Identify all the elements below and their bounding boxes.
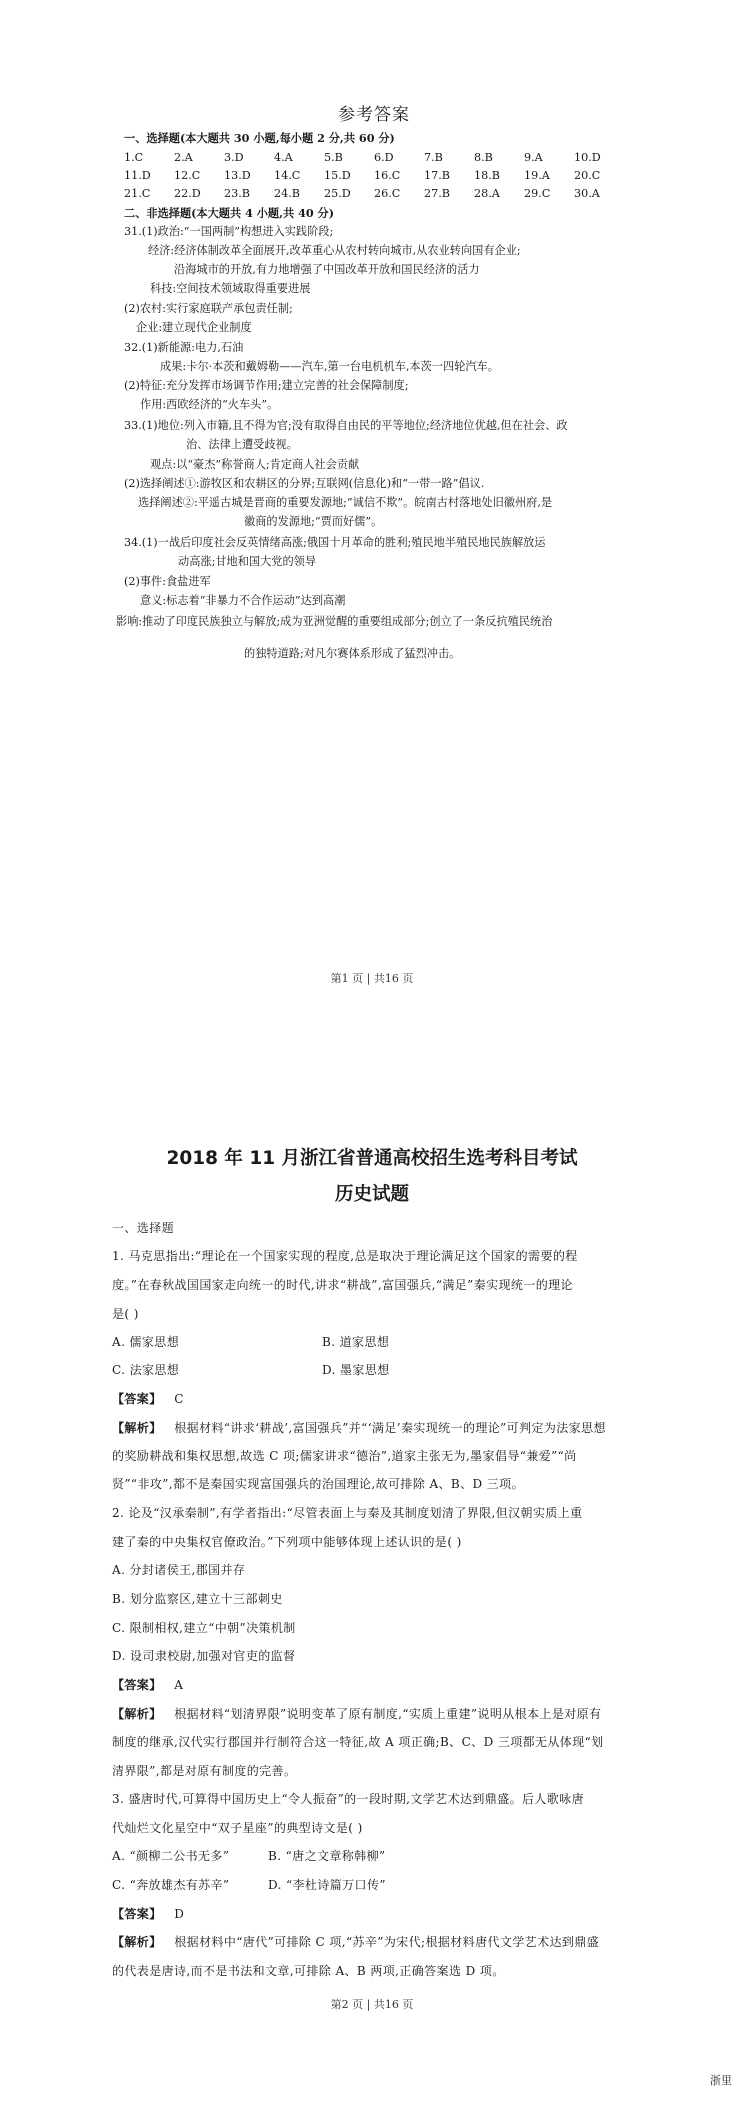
answer-row — [112, 1904, 184, 1924]
answer-cell: 4.A — [274, 151, 293, 164]
answer-line: (2)选择阐述①:游牧区和农耕区的分界;互联网(信息化)和“一带一路”倡议. — [124, 477, 485, 490]
answer-cell: 26.C — [374, 187, 401, 200]
answer-line: 动高涨;甘地和国大党的领导 — [178, 555, 317, 568]
answer-line: 34.(1)一战后印度社会反英情绪高涨;俄国十月革命的胜利;殖民地半殖民地民族解放运 — [124, 536, 546, 549]
answer-label: 【答案】 — [112, 1392, 162, 1406]
answer-cell: 9.A — [524, 151, 543, 164]
analysis-label: 【解析】 — [112, 1421, 162, 1435]
option-b: B. 划分监察区,建立十三部刺史 — [112, 1592, 283, 1606]
answer-row — [124, 149, 624, 167]
answer-cell: 20.C — [574, 169, 601, 182]
answer-cell: 14.C — [274, 169, 301, 182]
exam-page — [0, 1040, 744, 2104]
section2-heading: 二、非选择题(本大题共 4 小题,共 40 分) — [124, 206, 335, 220]
analysis-text: 根据材料“讲求‘耕战’,富国强兵”并“‘满足’秦实现统一的理论”可判定为法家思想 — [174, 1421, 606, 1435]
answer-cell: 8.B — [474, 151, 493, 164]
answer-cell: 1.C — [124, 151, 144, 164]
answer-cell: 30.A — [574, 187, 600, 200]
question-1-line: 是( ) — [112, 1307, 139, 1321]
question-1-line: 度。”在春秋战国国家走向统一的时代,讲求“耕战”,富国强兵,“满足”秦实现统一的理论 — [112, 1278, 573, 1292]
answer-row — [124, 167, 624, 185]
answer-cell: 27.B — [424, 187, 451, 200]
answer-cell: 23.B — [224, 187, 251, 200]
answer-label: 【答案】 — [112, 1678, 162, 1692]
answer-cell: 11.D — [124, 169, 151, 182]
answer-line: 作用:西欧经济的“火车头”。 — [140, 398, 279, 411]
answer-line: 32.(1)新能源:电力,石油 — [124, 341, 244, 354]
answer-cell: 18.B — [474, 169, 501, 182]
answer-line: 观点:以“豪杰”称誉商人;肯定商人社会贡献 — [150, 458, 360, 471]
answer-row — [112, 1389, 184, 1409]
answer-cell: 5.B — [324, 151, 343, 164]
option-c: C. 限制相权,建立“中朝”决策机制 — [112, 1621, 296, 1635]
answer-line: 治、法律上遭受歧视。 — [186, 438, 298, 451]
answer-value: D — [174, 1907, 185, 1921]
answer-cell: 22.D — [174, 187, 201, 200]
analysis-line: 的代表是唐诗,而不是书法和文章,可排除 A、B 两项,正确答案选 D 项。 — [112, 1964, 505, 1978]
answer-cell: 16.C — [374, 169, 401, 182]
analysis-line — [112, 1418, 606, 1438]
answer-key-title: 参考答案 — [338, 105, 410, 125]
answer-line: 沿海城市的开放,有力地增强了中国改革开放和国民经济的活力 — [174, 263, 480, 276]
analysis-line: 贤”“非攻”,都不是秦国实现富国强兵的治国理论,故可排除 A、B、D 三项。 — [112, 1477, 524, 1491]
answer-grid — [124, 149, 624, 203]
answer-cell: 29.C — [524, 187, 551, 200]
analysis-line: 制度的继承,汉代实行郡国并行制符合这一特征,故 A 项正确;B、C、D 三项都无从体现“划 — [112, 1735, 604, 1749]
answer-cell: 15.D — [324, 169, 351, 182]
answer-line: 意义:标志着“非暴力不合作运动”达到高潮 — [140, 594, 346, 607]
answer-cell: 21.C — [124, 187, 151, 200]
option-a: A. 儒家思想 — [112, 1335, 180, 1349]
answer-line: 选择阐述②:平遥古城是晋商的重要发源地;“诚信不欺”。皖南古村落地处旧徽州府,是 — [138, 496, 553, 509]
answer-label: 【答案】 — [112, 1907, 162, 1921]
answer-line: 经济:经济体制改革全面展开,改革重心从农村转向城市,从农业转向国有企业; — [148, 244, 521, 257]
answer-line: (2)特征:充分发挥市场调节作用;建立完善的社会保障制度; — [124, 379, 409, 392]
option-d: D. 墨家思想 — [322, 1363, 390, 1377]
answer-line: 企业:建立现代企业制度 — [136, 321, 252, 334]
question-2-line: 2. 论及“汉承秦制”,有学者指出:“尽管表面上与秦及其制度划清了界限,但汉朝实质上重 — [112, 1506, 583, 1520]
answer-cell: 7.B — [424, 151, 443, 164]
option-a: A. 分封诸侯王,郡国并存 — [112, 1563, 246, 1577]
analysis-line — [112, 1704, 601, 1724]
answer-value: A — [174, 1678, 184, 1692]
option-d: D. “李杜诗篇万口传” — [268, 1878, 386, 1892]
question-2-line: 建了秦的中央集权官僚政治。”下列项中能够体现上述认识的是( ) — [112, 1535, 462, 1549]
page-footer: 第1 页 | 共16 页 — [330, 972, 414, 985]
answer-row — [112, 1675, 183, 1695]
answer-line: 33.(1)地位:列入市籍,且不得为官;没有取得自由民的平等地位;经济地位优越,但在社会、政 — [124, 419, 568, 432]
question-3-line: 代灿烂文化星空中“双子星座”的典型诗文是( ) — [112, 1821, 363, 1835]
question-3-line: 3. 盛唐时代,可算得中国历史上“令人振奋”的一段时期,文学艺术达到鼎盛。后人歌咏唐 — [112, 1792, 584, 1806]
answer-line: 的独特道路;对凡尔赛体系形成了猛烈冲击。 — [244, 647, 461, 660]
answer-cell: 6.D — [374, 151, 394, 164]
analysis-text: 根据材料“划清界限”说明变革了原有制度,“实质上重建”说明从根本上是对原有 — [174, 1707, 602, 1721]
option-b: B. “唐之文章称韩柳” — [268, 1849, 386, 1863]
answer-key-page — [0, 0, 744, 1040]
analysis-line — [112, 1932, 599, 1952]
analysis-label: 【解析】 — [112, 1935, 162, 1949]
answer-cell: 2.A — [174, 151, 193, 164]
analysis-line: 清界限”,都是对原有制度的完善。 — [112, 1764, 297, 1778]
answer-cell: 17.B — [424, 169, 451, 182]
exam-subtitle: 历史试题 — [334, 1184, 409, 1205]
answer-line: 科技:空间技术领域取得重要进展 — [150, 282, 311, 295]
question-1-line: 1. 马克思指出:“理论在一个国家实现的程度,总是取决于理论满足这个国家的需要的程 — [112, 1249, 578, 1263]
answer-line: 成果:卡尔·本茨和戴姆勒——汽车,第一台电机机车,本茨一四轮汽车。 — [160, 360, 499, 373]
answer-cell: 3.D — [224, 151, 244, 164]
watermark-text: 浙里 — [710, 2074, 732, 2087]
answer-cell: 12.C — [174, 169, 201, 182]
analysis-line: 的奖励耕战和集权思想,故选 C 项;儒家讲求“德治”,道家主张无为,墨家倡导“兼爱”“尚 — [112, 1449, 577, 1463]
option-d: D. 设司隶校尉,加强对官吏的监督 — [112, 1649, 296, 1663]
section-heading: 一、选择题 — [112, 1221, 175, 1235]
answer-cell: 24.B — [274, 187, 301, 200]
answer-line: 31.(1)政治:“一国两制”构想进入实践阶段; — [124, 225, 334, 238]
section1-heading: 一、选择题(本大题共 30 小题,每小题 2 分,共 60 分) — [124, 131, 395, 145]
answer-cell: 28.A — [474, 187, 500, 200]
option-a: A. “颜柳二公书无多” — [112, 1849, 230, 1863]
analysis-text: 根据材料中“唐代”可排除 C 项,“苏辛”为宋代;根据材料唐代文学艺术达到鼎盛 — [174, 1935, 600, 1949]
option-b: B. 道家思想 — [322, 1335, 390, 1349]
answer-line: (2)事件:食盐进军 — [124, 575, 211, 588]
answer-cell: 10.D — [574, 151, 601, 164]
answer-cell: 19.A — [524, 169, 550, 182]
answer-line: 影响:推动了印度民族独立与解放;成为亚洲觉醒的重要组成部分;创立了一条反抗殖民统治 — [116, 615, 553, 628]
answer-row — [124, 185, 624, 203]
page-footer: 第2 页 | 共16 页 — [330, 1998, 414, 2011]
answer-value: C — [174, 1392, 184, 1406]
answer-line: (2)农村:实行家庭联产承包责任制; — [124, 302, 293, 315]
analysis-label: 【解析】 — [112, 1707, 162, 1721]
option-c: C. “奔放雄杰有苏辛” — [112, 1878, 230, 1892]
option-c: C. 法家思想 — [112, 1363, 180, 1377]
answer-cell: 13.D — [224, 169, 251, 182]
answer-line: 徽商的发源地;“贾而好儒”。 — [244, 515, 383, 528]
exam-title: 2018 年 11 月浙江省普通高校招生选考科目考试 — [166, 1148, 578, 1169]
answer-cell: 25.D — [324, 187, 351, 200]
